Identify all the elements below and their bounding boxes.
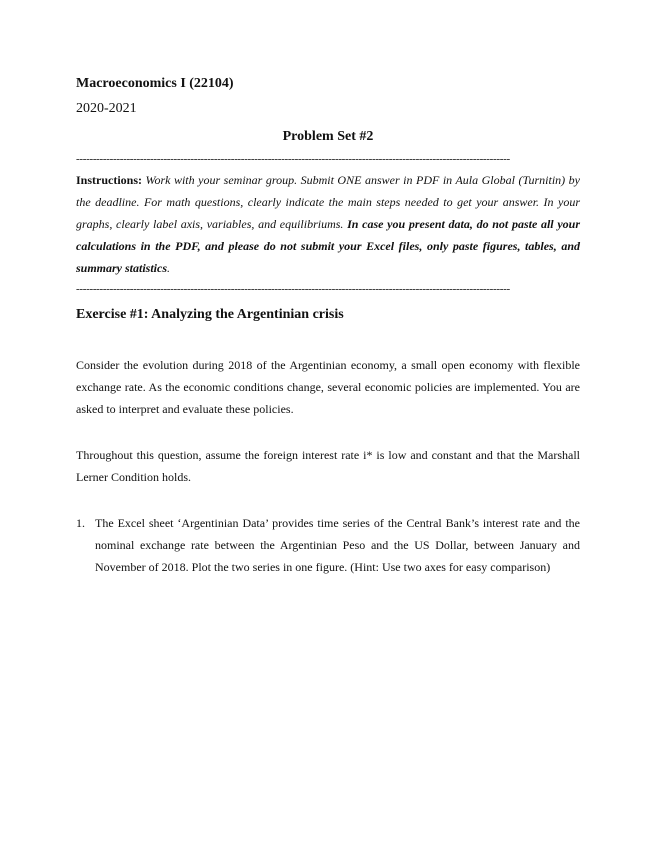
- academic-year: 2020-2021: [76, 101, 137, 116]
- intro-paragraph: Consider the evolution during 2018 of the Argentinian economy, a small open economy with flexible exchange rate. As the economic conditions change, several economic policies are implemented. You are asked to interpret and evaluate these policies.: [76, 358, 580, 416]
- instructions-emphasis: In case you present data, do not paste all your calculations in the PDF, and please do not submit your Excel files, only paste figures, tables, and summary statistics: [76, 217, 580, 275]
- instructions-period: .: [167, 261, 171, 275]
- instructions-text: Work with your seminar group. Submit ONE answer in PDF in Aula Global (Turnitin) by the deadline. For math questions, clearly indicate the main steps needed to get your answer. In your graphs, clearly label axis, variables, and equilibriums.: [76, 173, 581, 231]
- document-page: [76, 74, 580, 578]
- separator-line-top: ---------------------------------------------------------------------------------------------------------------------------------: [76, 153, 510, 165]
- instructions-label: Instructions:: [76, 173, 143, 187]
- course-title: Macroeconomics I (22104): [76, 76, 234, 91]
- separator-line-bottom: ---------------------------------------------------------------------------------------------------------------------------------: [76, 283, 510, 295]
- assumption-paragraph: Throughout this question, assume the foreign interest rate i* is low and constant and that the Marshall Lerner Condition holds.: [76, 448, 580, 484]
- question-number: 1.: [76, 516, 85, 530]
- exercise-title: Exercise #1: Analyzing the Argentinian crisis: [76, 307, 344, 322]
- problem-set-title: Problem Set #2: [282, 129, 374, 144]
- question-text: The Excel sheet ‘Argentinian Data’ provides time series of the Central Bank’s interest rate and the nominal exchange rate between the Argentinian Peso and the US Dollar, between January and November of 2018. Plot the two series in one figure. (Hint: Use two axes for easy comparison): [95, 516, 580, 574]
- question-item: [76, 512, 580, 578]
- instructions-block: [76, 169, 580, 279]
